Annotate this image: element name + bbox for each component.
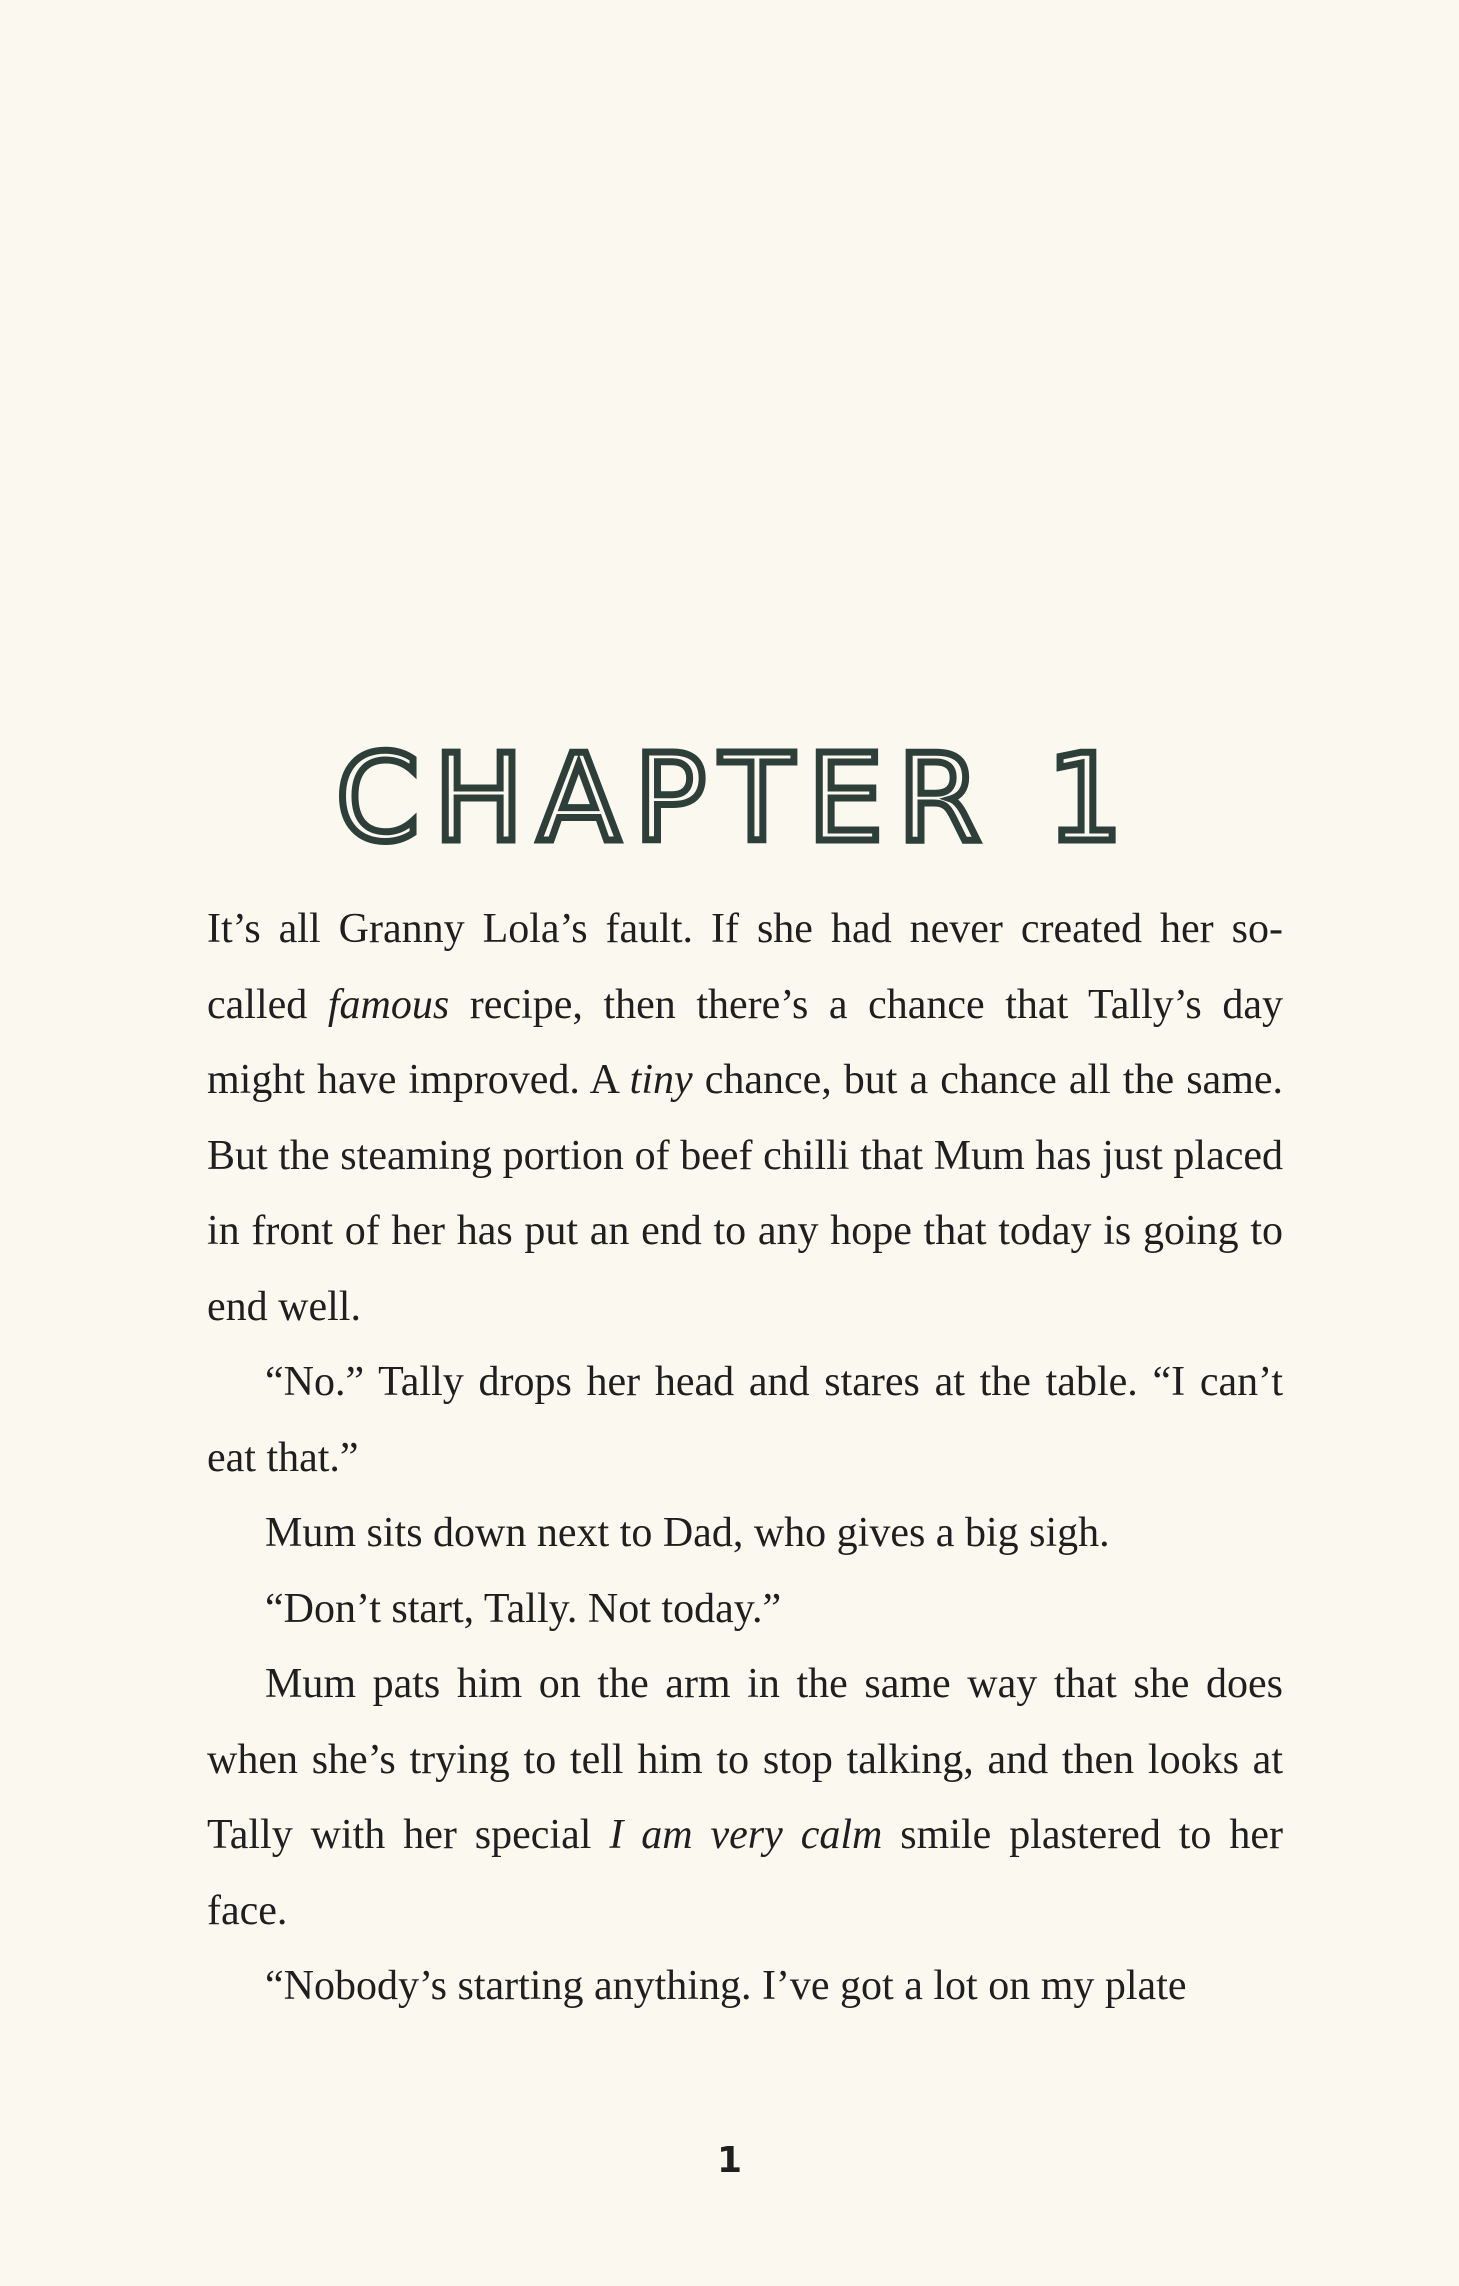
paragraph-1 <box>207 892 1283 1345</box>
paragraph-4 <box>207 1572 1283 1648</box>
italic-run: famous <box>327 981 450 1028</box>
text-run: It’s all Granny Lola’s fault. If she had never created her so-called <box>207 906 1283 1028</box>
text-run: smile plastered to her face. <box>207 1812 1283 1934</box>
italic-run: tiny <box>629 1057 693 1103</box>
text-run: “Nobody’s starting anything. I’ve got a lot on my plate <box>265 1963 1187 2009</box>
paragraph-6 <box>207 1949 1283 2025</box>
chapter-body <box>207 892 1283 2025</box>
text-run: “Don’t start, Tally. Not today.” <box>265 1585 782 1632</box>
text-run: Mum pats him on the arm in the same way that she does when she’s trying to tell him to stop talking, and then looks at Tally with her special <box>207 1661 1283 1858</box>
italic-run: I am very calm <box>609 1812 883 1858</box>
text-run: chance, but a chance all the same. But the steaming portion of beef chilli that Mum has just placed in front of her has put an end to any hope that today is going to end well. <box>207 1057 1284 1330</box>
page-number: 1 <box>716 2140 743 2181</box>
paragraph-3 <box>207 1496 1283 1572</box>
paragraph-5 <box>207 1647 1283 1949</box>
text-run: “No.” Tally drops her head and stares at the table. “I can’t eat that.” <box>207 1359 1283 1481</box>
text-run: Mum sits down next to Dad, who gives a big sigh. <box>265 1510 1110 1556</box>
text-run: recipe, then there’s a chance that Tally’s day might have improved. A <box>207 981 1284 1103</box>
paragraph-2 <box>207 1345 1283 1496</box>
chapter-heading: CHAPTER 1 <box>335 730 1138 870</box>
